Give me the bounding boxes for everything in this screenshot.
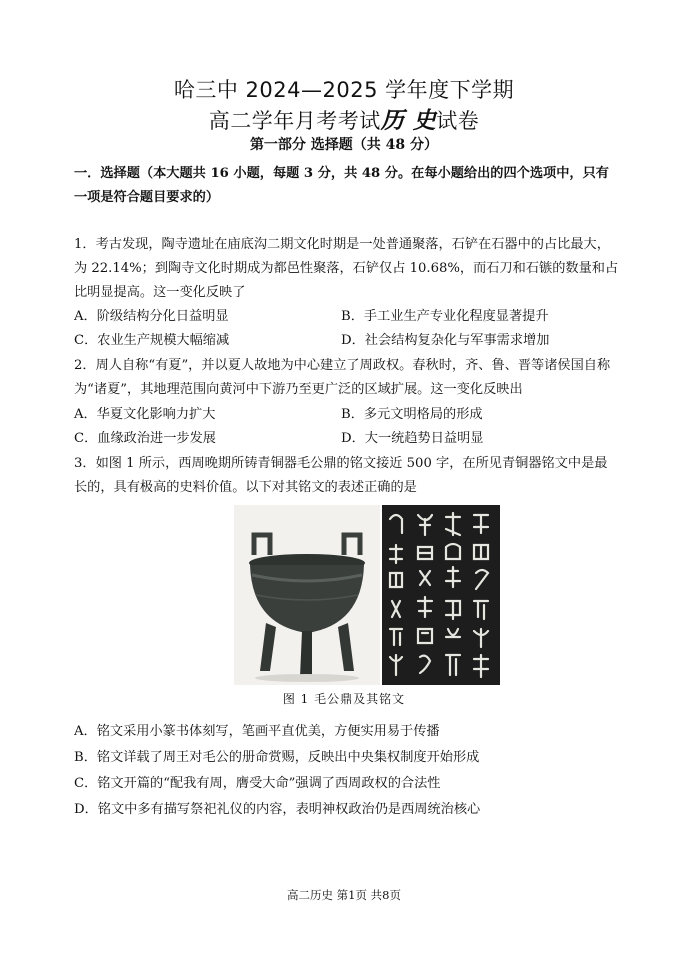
q3-option-b[interactable]: B．铭文详载了周王对毛公的册命赏赐，反映出中央集权制度开始形成 [74,750,480,765]
question-2-stem: 2．周人自称“有夏”，并以夏人故地为中心建立了周政权。春秋时，齐、鲁、晋等诸侯国自称为“诸夏”，其地理范围向黄河中下游乃至更广泛的区域扩展。这一变化反映出 [74,358,611,397]
section-heading: 一．选择题（本大题共 16 小题，每题 3 分，共 48 分。在每小题给出的四个选项中，只有一项是符合题目要求的） [74,166,609,205]
q1-option-d[interactable]: D．社会结构复杂化与军事需求增加 [341,333,550,348]
question-3-stem: 3．如图 1 所示，西周晚期所铸青铜器毛公鼎的铭文接近 500 字，在所见青铜器铭文中是最长的，具有极高的史料价值。以下对其铭文的表述正确的是 [74,456,608,495]
q2-option-d[interactable]: D．大一统趋势日益明显 [341,431,484,446]
q1-option-c[interactable]: C．农业生产规模大幅缩减 [74,333,230,348]
title-subject: 历 史 [380,107,437,134]
title-suffix: 试卷 [436,109,480,133]
question-1-stem: 1．考古发现，陶寺遗址在庙底沟二期文化时期是一处普通聚落，石铲在石器中的占比最大，为 22.14%；到陶寺文化时期成为都邑性聚落，石铲仅占 10.68%，而石刀和石镞的数量和占比明显提高。这一变化反映了 [74,237,619,300]
q1-option-a[interactable]: A．阶级结构分化日益明显 [74,309,229,324]
part-heading: 第一部分 选择题（共 48 分） [249,137,439,153]
ding-shadow [255,674,359,682]
page-footer: 高二历史 第1页 共8页 [287,888,401,902]
exam-title-line1: 哈三中 2024—2025 学年度下学期 [173,78,515,102]
q1-option-b[interactable]: B．手工业生产专业化程度显著提升 [341,309,549,324]
q2-option-c[interactable]: C．血缘政治进一步发展 [74,431,216,446]
q2-option-a[interactable]: A．华夏文化影响力扩大 [74,407,216,422]
q3-option-c[interactable]: C．铭文开篇的“配我有周，膺受大命”强调了西周政权的合法性 [74,776,441,791]
figure-caption: 图 1 毛公鼎及其铭文 [282,692,406,706]
q2-option-b[interactable]: B．多元文明格局的形成 [341,407,483,422]
q3-option-d[interactable]: D．铭文中多有描写祭祀礼仪的内容，表明神权政治仍是西周统治核心 [74,802,481,817]
title-prefix: 高二学年月考考试 [208,109,381,133]
exam-title-line2 [0,102,688,135]
figure-maogong-ding [234,505,500,685]
q3-option-a[interactable]: A．铭文采用小篆书体刻写，笔画平直优美，方便实用易于传播 [74,724,440,739]
ding-leg-middle [300,631,312,677]
